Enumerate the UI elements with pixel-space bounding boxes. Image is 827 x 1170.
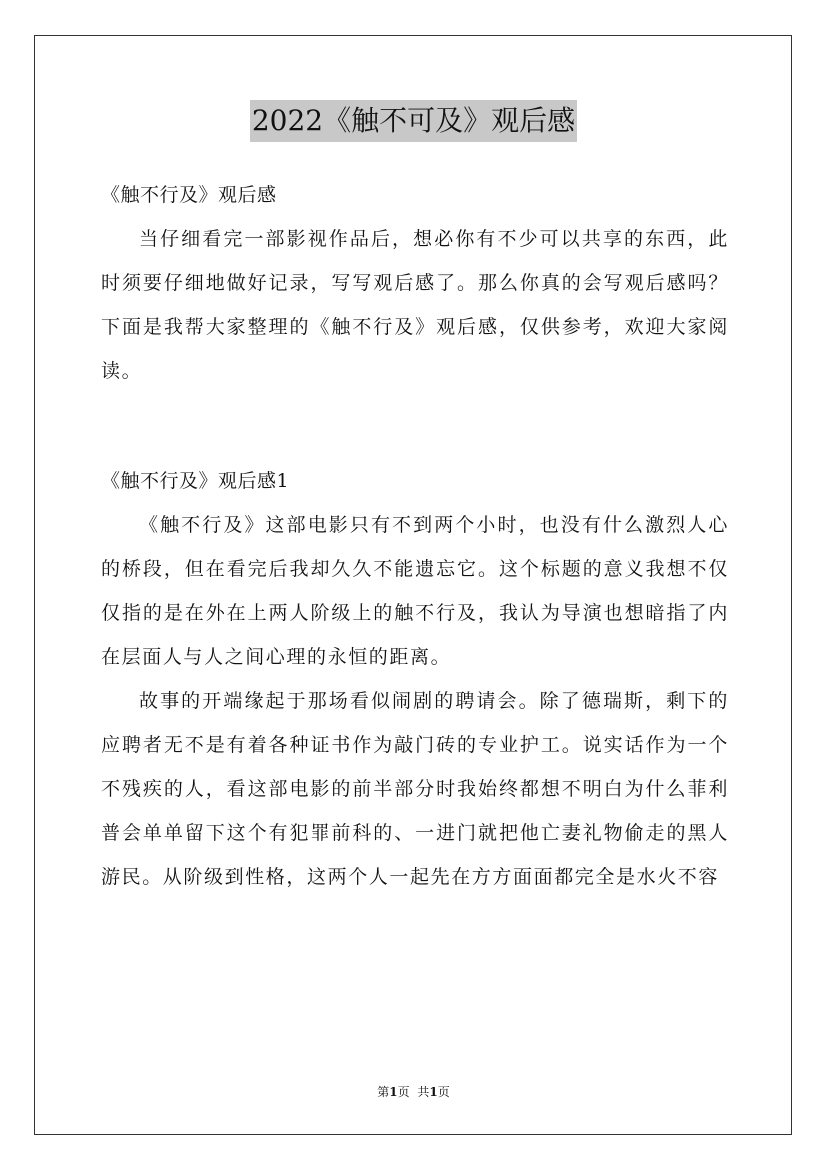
footer-total-pages: 1 [429,1085,438,1099]
document-title: 2022《触不可及》观后感 [250,100,577,142]
intro-heading: 《触不行及》观后感 [101,184,277,206]
document-body [101,173,729,899]
footer-total-suffix: 页 [437,1085,450,1099]
footer-page-suffix: 页 [397,1085,410,1099]
section-heading: 《触不行及》观后感1 [101,470,290,492]
section-gap [101,393,729,459]
page-footer [0,1082,827,1102]
footer-page-prefix: 第 [377,1085,390,1099]
body-paragraph-1: 《触不行及》这部电影只有不到两个小时，也没有什么激烈人心的桥段，但在看完后我却久久不能遗忘它。这个标题的意义我想不仅仅指的是在外在上两人阶级上的触不行及，我认为导演也想暗指了内在层面人与人之间心理的永恒的距离。 [101,514,729,668]
intro-paragraph: 当仔细看完一部影视作品后，想必你有不少可以共享的东西，此时须要仔细地做好记录，写写观后感了。那么你真的会写观后感吗？下面是我帮大家整理的《触不行及》观后感，仅供参考，欢迎大家阅读。 [101,228,729,382]
body-paragraph-2: 故事的开端缘起于那场看似闹剧的聘请会。除了德瑞斯，剩下的应聘者无不是有着各种证书作为敲门砖的专业护工。说实话作为一个不残疾的人，看这部电影的前半部分时我始终都想不明白为什么菲利普会单单留下这个有犯罪前科的、一进门就把他亡妻礼物偷走的黑人游民。从阶级到性格，这两个人一起先在方方面面都完全是水火不容 [101,690,729,888]
footer-total-prefix: 共 [417,1085,430,1099]
title-container [0,100,827,142]
footer-current-page: 1 [389,1085,398,1099]
